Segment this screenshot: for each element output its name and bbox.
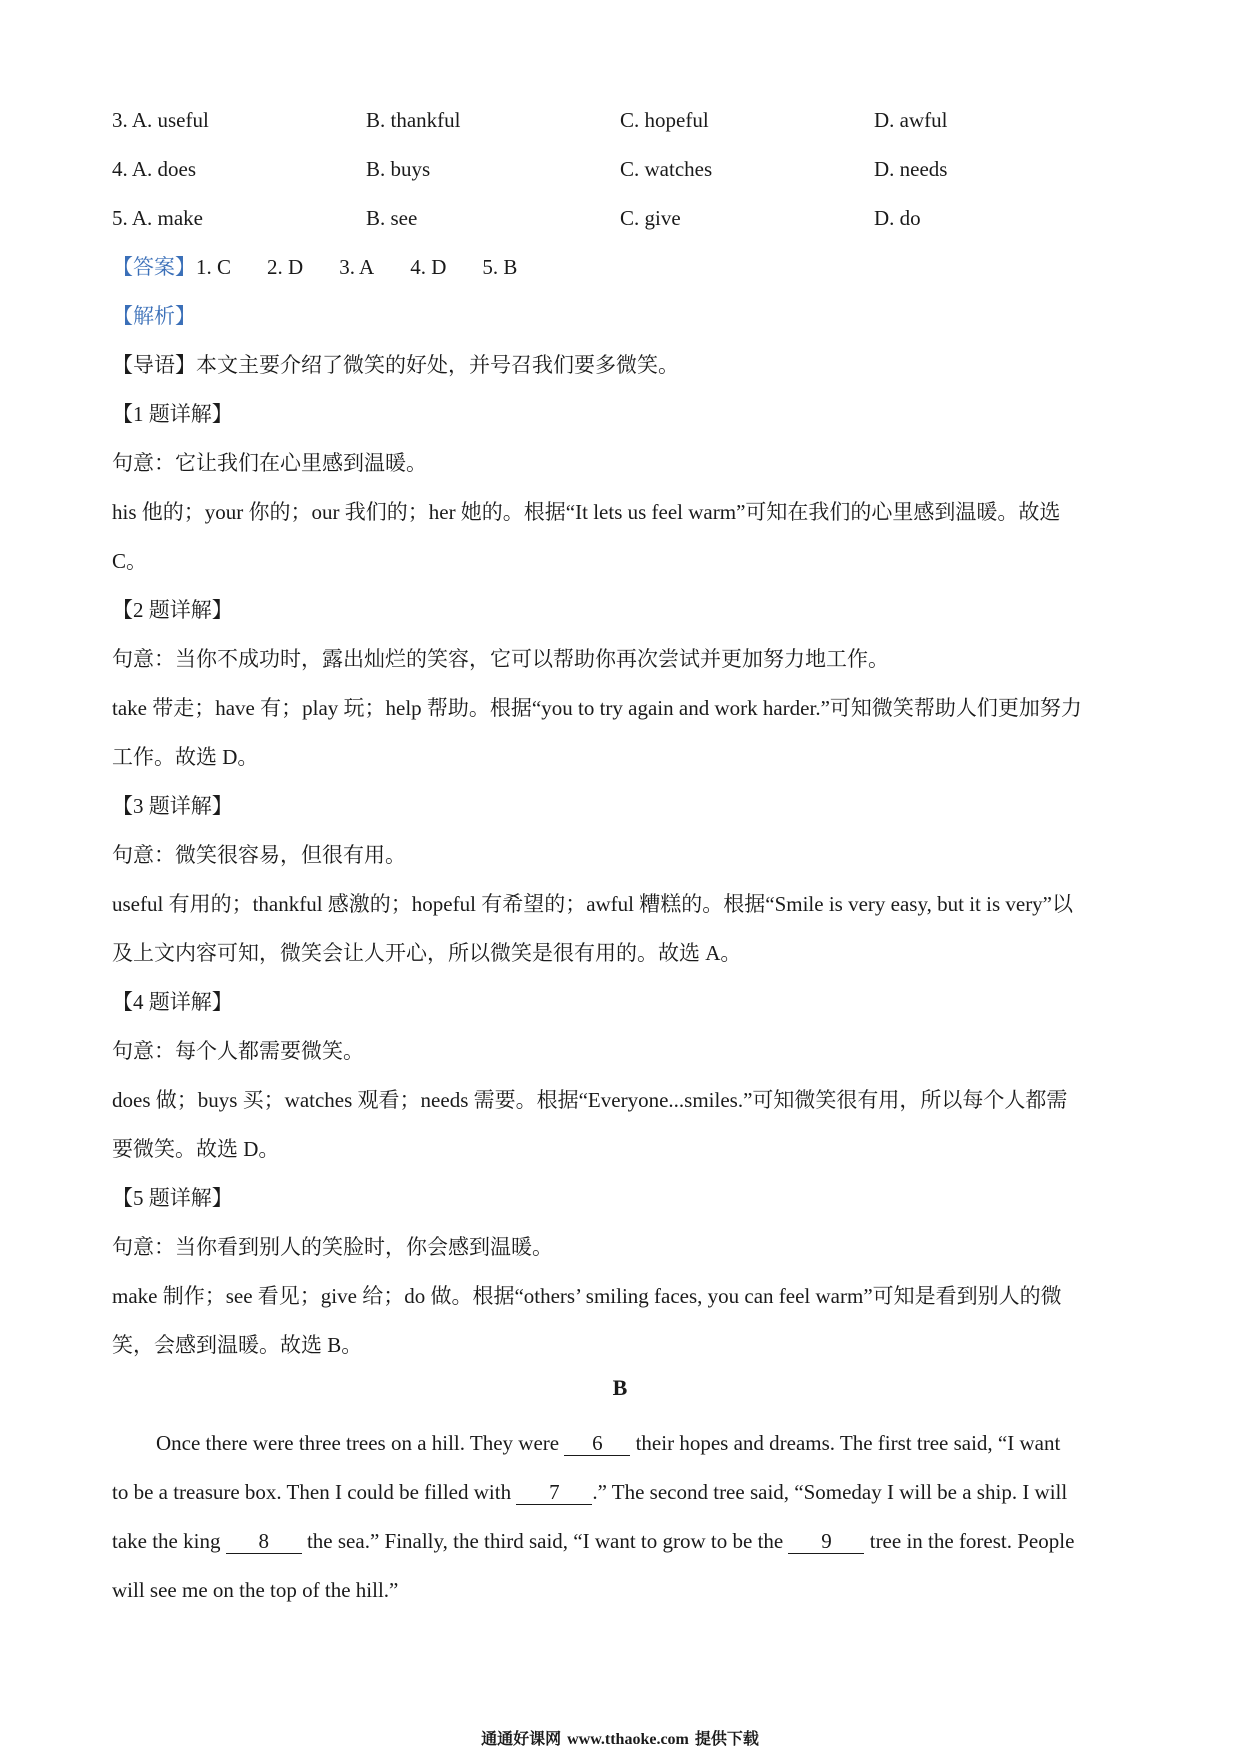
q2-explain-cont: 工作。故选 D。 bbox=[112, 745, 259, 769]
answer-4: 4. D bbox=[410, 255, 447, 279]
passage-text: .” The second tree said, “Someday I will be a ship. I will bbox=[592, 1480, 1068, 1504]
q5-explain: make 制作；see 看见；give 给；do 做。根据“others’ smiling faces, you can feel warm”可知是看到别人的微 bbox=[112, 1284, 1062, 1308]
option-d: D. needs bbox=[874, 157, 948, 181]
q1-explain-cont: C。 bbox=[112, 549, 148, 573]
q5-heading: 【5 题详解】 bbox=[112, 1186, 233, 1210]
q2-explain: take 带走；have 有；play 玩；help 帮助。根据“you to try again and work harder.”可知微笑帮助人们更加努力 bbox=[112, 696, 1082, 720]
footer-download-text: 提供下载 bbox=[694, 1731, 759, 1748]
q3-heading: 【3 题详解】 bbox=[112, 794, 233, 818]
passage-line-4: will see me on the top of the hill.” bbox=[112, 1578, 399, 1602]
q5-explain-cont: 笑，会感到温暖。故选 B。 bbox=[112, 1333, 363, 1357]
blank-7: 7 bbox=[516, 1480, 592, 1505]
option-b: B. thankful bbox=[366, 108, 461, 132]
answer-5: 5. B bbox=[482, 255, 518, 279]
q4-explain-cont: 要微笑。故选 D。 bbox=[112, 1137, 280, 1161]
intro-line: 【导语】本文主要介绍了微笑的好处，并号召我们要多微笑。 bbox=[112, 353, 679, 377]
section-b-heading: B bbox=[612, 1375, 628, 1400]
option-d: D. do bbox=[874, 206, 921, 230]
answer-2: 2. D bbox=[267, 255, 304, 279]
option-d: D. awful bbox=[874, 108, 948, 132]
footer-site-name: 通通好课网 bbox=[481, 1731, 562, 1748]
option-a: 4. A. does bbox=[112, 157, 196, 181]
blank-9: 9 bbox=[788, 1529, 864, 1554]
q2-meaning: 句意：当你不成功时，露出灿烂的笑容，它可以帮助你再次尝试并更加努力地工作。 bbox=[112, 647, 889, 671]
option-a: 3. A. useful bbox=[112, 108, 209, 132]
q1-explain: his 他的；your 你的；our 我们的；her 她的。根据“It lets us feel warm”可知在我们的心里感到温暖。故选 bbox=[112, 500, 1061, 524]
q3-explain-cont: 及上文内容可知，微笑会让人开心，所以微笑是很有用的。故选 A。 bbox=[112, 941, 742, 965]
option-a: 5. A. make bbox=[112, 206, 203, 230]
q4-explain: does 做；buys 买；watches 观看；needs 需要。根据“Everyone...smiles.”可知微笑很有用，所以每个人都需 bbox=[112, 1088, 1068, 1112]
passage-text: tree in the forest. People bbox=[864, 1529, 1075, 1553]
q3-meaning: 句意：微笑很容易，但很有用。 bbox=[112, 843, 406, 867]
q4-heading: 【4 题详解】 bbox=[112, 990, 233, 1014]
answer-3: 3. A bbox=[339, 255, 375, 279]
q4-meaning: 句意：每个人都需要微笑。 bbox=[112, 1039, 364, 1063]
option-c: C. watches bbox=[620, 157, 713, 181]
passage-line-3 bbox=[112, 1527, 1074, 1555]
q5-meaning: 句意：当你看到别人的笑脸时，你会感到温暖。 bbox=[112, 1235, 553, 1259]
passage-text: their hopes and dreams. The first tree said, “I want bbox=[630, 1431, 1061, 1455]
footer-url[interactable]: www.tthaoke.com bbox=[567, 1731, 689, 1748]
q1-heading: 【1 题详解】 bbox=[112, 402, 233, 426]
analysis-tag: 【解析】 bbox=[112, 304, 196, 328]
option-b: B. see bbox=[366, 206, 418, 230]
passage-text: Once there were three trees on a hill. They were bbox=[156, 1431, 565, 1455]
blank-6: 6 bbox=[564, 1431, 630, 1456]
passage-text: take the king bbox=[112, 1529, 226, 1553]
q3-explain: useful 有用的；thankful 感激的；hopeful 有希望的；awful 糟糕的。根据“Smile is very easy, but it is very”以 bbox=[112, 892, 1074, 916]
option-c: C. hopeful bbox=[620, 108, 709, 132]
answer-line bbox=[112, 253, 553, 281]
passage-text: to be a treasure box. Then I could be filled with bbox=[112, 1480, 517, 1504]
passage-line-2 bbox=[112, 1478, 1067, 1506]
passage-line-1 bbox=[156, 1429, 1060, 1457]
q1-meaning: 句意：它让我们在心里感到温暖。 bbox=[112, 451, 427, 475]
q2-heading: 【2 题详解】 bbox=[112, 598, 233, 622]
option-b: B. buys bbox=[366, 157, 431, 181]
page-footer bbox=[0, 1726, 1240, 1749]
passage-text: the sea.” Finally, the third said, “I want to grow to be the bbox=[301, 1529, 789, 1553]
answer-tag: 【答案】 bbox=[112, 255, 196, 279]
option-c: C. give bbox=[620, 206, 681, 230]
blank-8: 8 bbox=[226, 1529, 302, 1554]
answer-1: 1. C bbox=[196, 255, 232, 279]
